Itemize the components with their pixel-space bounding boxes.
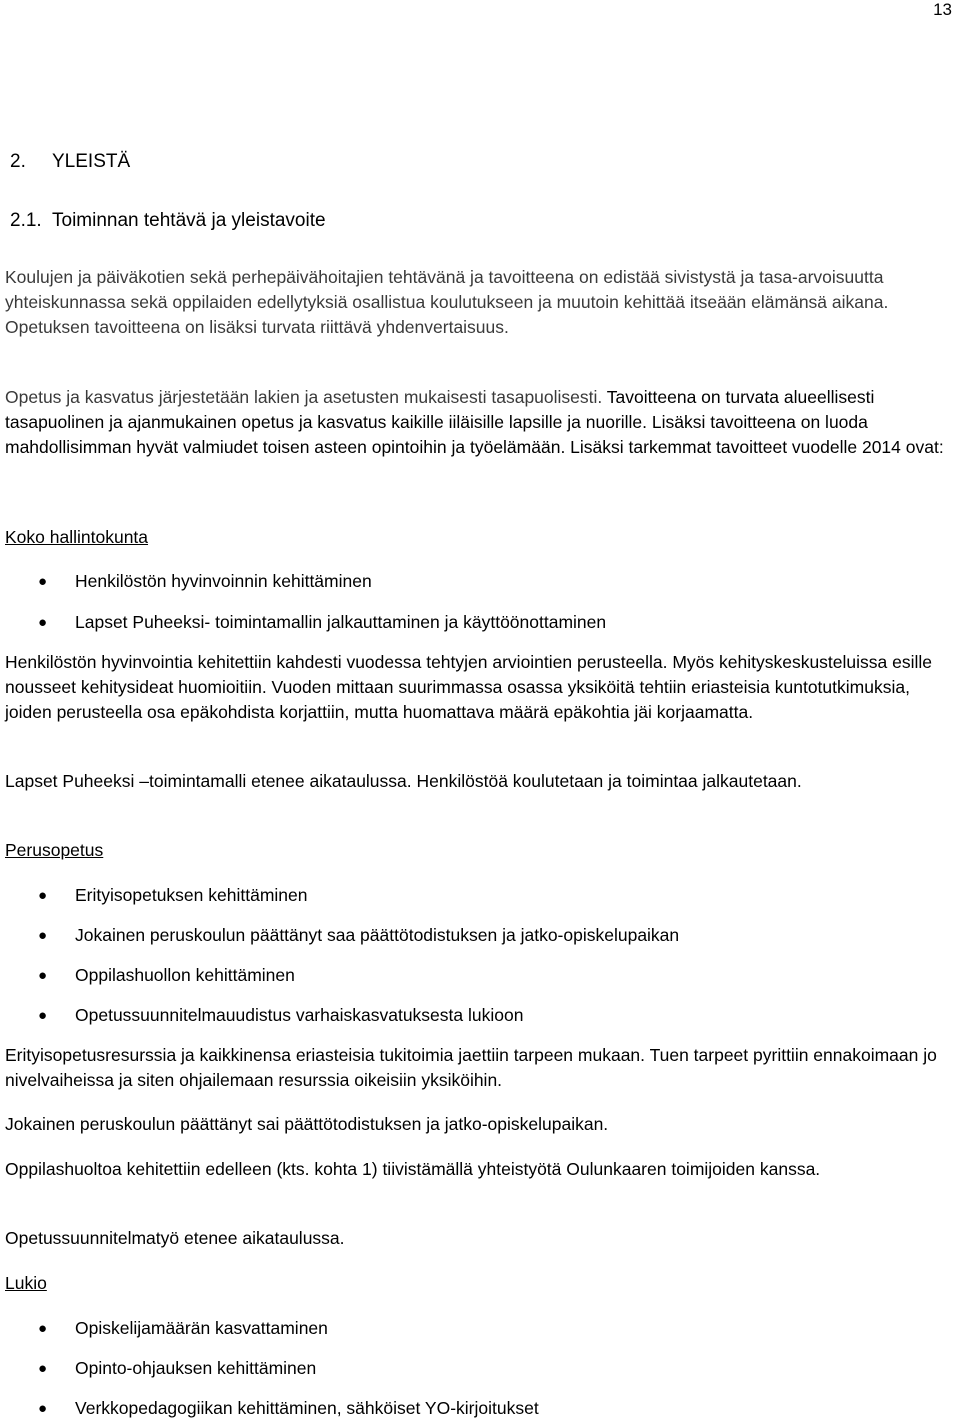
goals-paragraph: [5, 385, 960, 460]
paragraph: Opetussuunnitelmatyö etenee aikataulussa.: [5, 1228, 345, 1248]
list-item-text: Opiskelijamäärän kasvattaminen: [75, 1318, 328, 1338]
list-item-text: Erityisopetuksen kehittäminen: [75, 885, 308, 905]
bullet-icon: ●: [38, 1320, 48, 1337]
bullet-icon: ●: [38, 887, 48, 904]
bullet-icon: ●: [38, 573, 48, 590]
chapter-heading: [10, 150, 130, 174]
bullet-icon: ●: [38, 967, 48, 984]
chapter-title: YLEISTÄ: [52, 151, 131, 172]
list-item-text: Verkkopedagogiikan kehittäminen, sähköiset YO-kirjoitukset: [75, 1398, 539, 1418]
section-title: Toiminnan tehtävä ja yleistavoite: [52, 210, 326, 231]
list-item-text: Opinto-ohjauksen kehittäminen: [75, 1358, 317, 1378]
paragraph: Jokainen peruskoulun päättänyt sai päättötodistuksen ja jatko-opiskelupaikan.: [5, 1114, 609, 1134]
intro-paragraph: Koulujen ja päiväkotien sekä perhepäivähoitajien tehtävänä ja tavoitteena on edistää sivistystä ja tasa-arvoisuutta yhteiskunnassa sekä oppilaiden edellytyksiä osallistua koulutukseen ja muutoin kehittää itseään elämänsä aikana. Opetuksen tavoitteena on lisäksi turvata riittävä yhdenvertaisuus.: [5, 267, 889, 337]
bullet-icon: ●: [38, 1007, 48, 1024]
paragraph: Erityisopetusresurssia ja kaikkinensa eriasteisia tukitoimia jaettiin tarpeen mukaan. Tuen tarpeet pyrittiin ennakoimaan jo nivelvaiheissa ja siten ohjailemaan resurssia oikeisiin yksiköihin.: [5, 1045, 937, 1090]
paragraph: Lapset Puheeksi –toimintamalli etenee aikataulussa. Henkilöstöä koulutetaan ja toimintaa jalkautetaan.: [5, 771, 802, 791]
bullet-icon: ●: [38, 1400, 48, 1417]
list-item-text: Henkilöstön hyvinvoinnin kehittäminen: [75, 571, 372, 591]
list-item-text: Jokainen peruskoulun päättänyt saa päättötodistuksen ja jatko-opiskelupaikan: [75, 925, 680, 945]
page-number: 13: [933, 0, 952, 19]
bullet-icon: ●: [38, 1360, 48, 1377]
chapter-number: 2.: [10, 151, 26, 172]
list-item-text: Opetussuunnitelmauudistus varhaiskasvatuksesta lukioon: [75, 1005, 524, 1025]
goals-paragraph-rest: Tavoitteena on turvata alueellisesti tasapuolinen ja ajanmukainen opetus ja kasvatus kaikille iiläisille lapsille ja nuorille. Lisäksi tavoitteena on luoda mahdollisimman hyvät valmiudet toisen asteen opintoihin ja työelämään. Lisäksi tarkemmat tavoitteet vuodelle 2014 ovat:: [5, 387, 944, 457]
subsection-title-perusopetus: Perusopetus: [5, 840, 104, 860]
section-number: 2.1.: [10, 210, 42, 231]
list-item-text: Oppilashuollon kehittäminen: [75, 965, 295, 985]
subsection-title-koko-hallintokunta: Koko hallintokunta: [5, 527, 149, 547]
paragraph: Henkilöstön hyvinvointia kehitettiin kahdesti vuodessa tehtyjen arviointien perusteella. Myös kehityskeskusteluissa esille nousseet kehitysideat huomioitiin. Vuoden mittaan suurimmassa osassa yksiköitä tehtiin eriasteisia kuntotutkimuksia, joiden perusteella osa epäkohdista korjattiin, mutta huomattava määrä epäkohtia jäi korjaamatta.: [5, 652, 933, 722]
bullet-icon: ●: [38, 927, 48, 944]
paragraph: Oppilashuoltoa kehitettiin edelleen (kts. kohta 1) tiivistämällä yhteistyötä Oulunkaaren toimijoiden kanssa.: [5, 1159, 821, 1179]
section-heading: [10, 209, 326, 233]
goals-paragraph-lead: Opetus ja kasvatus järjestetään lakien ja asetusten mukaisesti tasapuolisesti.: [5, 387, 603, 407]
list-item-text: Lapset Puheeksi- toimintamallin jalkauttaminen ja käyttöönottaminen: [75, 612, 607, 632]
bullet-icon: ●: [38, 614, 48, 631]
subsection-title-lukio: Lukio: [5, 1273, 47, 1293]
